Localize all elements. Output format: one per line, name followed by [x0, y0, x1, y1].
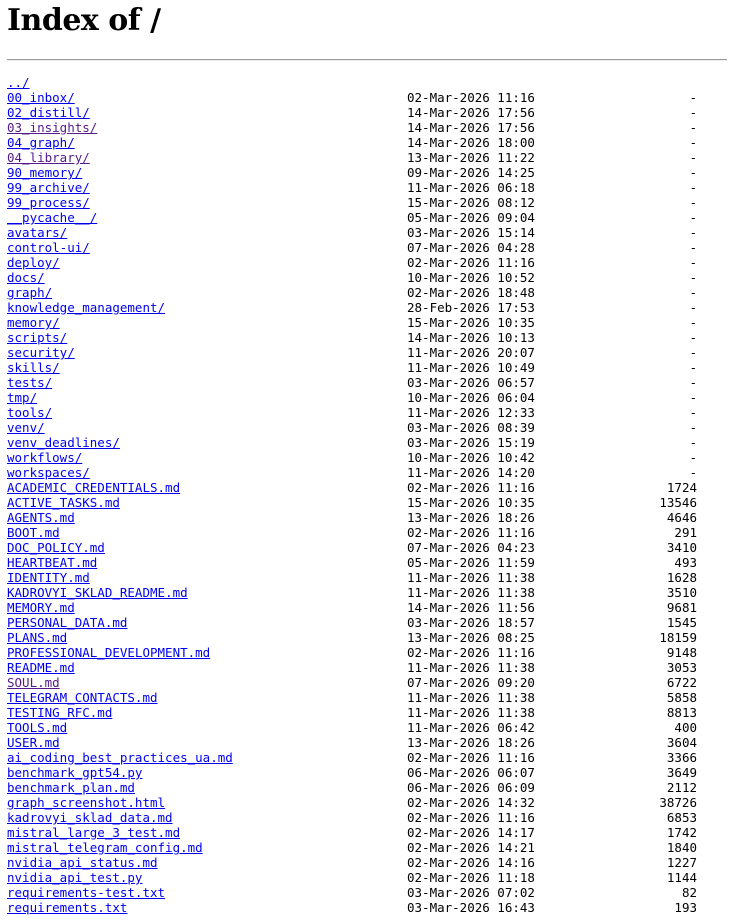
modified-date: 02-Mar-2026 11:16	[407, 645, 535, 660]
file-link[interactable]: README.md	[7, 660, 75, 675]
file-link[interactable]: graph_screenshot.html	[7, 795, 166, 810]
file-row	[7, 525, 697, 540]
file-row	[7, 615, 697, 630]
modified-date: 11-Mar-2026 10:49	[407, 360, 535, 375]
directory-row	[7, 375, 697, 390]
file-row	[7, 555, 697, 570]
directory-link[interactable]: skills/	[7, 360, 60, 375]
directory-row	[7, 345, 697, 360]
file-link[interactable]: AGENTS.md	[7, 510, 75, 525]
directory-row	[7, 390, 697, 405]
file-row	[7, 810, 697, 825]
file-row	[7, 480, 697, 495]
file-size: 193	[674, 900, 697, 915]
modified-date: 03-Mar-2026 15:19	[407, 435, 535, 450]
file-link[interactable]: PROFESSIONAL_DEVELOPMENT.md	[7, 645, 211, 660]
directory-link[interactable]: workspaces/	[7, 465, 90, 480]
modified-date: 05-Mar-2026 11:59	[407, 555, 535, 570]
file-link[interactable]: requirements-test.txt	[7, 885, 166, 900]
modified-date: 14-Mar-2026 11:56	[407, 600, 535, 615]
file-row	[7, 630, 697, 645]
modified-date: 10-Mar-2026 10:42	[407, 450, 535, 465]
file-row	[7, 540, 697, 555]
directory-link[interactable]: venv/	[7, 420, 45, 435]
modified-date: 02-Mar-2026 11:16	[407, 810, 535, 825]
file-size: 3053	[666, 660, 697, 675]
directory-link[interactable]: security/	[7, 345, 75, 360]
file-size: -	[689, 210, 697, 225]
directory-link[interactable]: knowledge_management/	[7, 300, 166, 315]
directory-link[interactable]: tmp/	[7, 390, 38, 405]
file-row	[7, 900, 697, 915]
modified-date: 13-Mar-2026 08:25	[407, 630, 535, 645]
modified-date: 13-Mar-2026 18:26	[407, 510, 535, 525]
file-size: -	[689, 255, 697, 270]
modified-date: 05-Mar-2026 09:04	[407, 210, 535, 225]
file-link[interactable]: nvidia_api_test.py	[7, 870, 143, 885]
file-row	[7, 645, 697, 660]
file-size: 9148	[666, 645, 697, 660]
modified-date: 02-Mar-2026 11:16	[407, 255, 535, 270]
directory-row	[7, 450, 697, 465]
directory-row	[7, 120, 697, 135]
file-link[interactable]: nvidia_api_status.md	[7, 855, 158, 870]
file-size: -	[689, 390, 697, 405]
directory-link[interactable]: 03_insights/	[7, 120, 98, 135]
file-row	[7, 765, 697, 780]
modified-date: 03-Mar-2026 07:02	[407, 885, 535, 900]
file-size: 1628	[666, 570, 697, 585]
file-row	[7, 750, 697, 765]
file-size: 1742	[666, 825, 697, 840]
file-size: 2112	[666, 780, 697, 795]
file-size: 13546	[659, 495, 697, 510]
file-size: 8813	[666, 705, 697, 720]
modified-date: 03-Mar-2026 08:39	[407, 420, 535, 435]
file-row	[7, 570, 697, 585]
file-size: -	[689, 165, 697, 180]
file-size: -	[689, 180, 697, 195]
directory-row	[7, 255, 697, 270]
modified-date: 02-Mar-2026 11:16	[407, 525, 535, 540]
modified-date: 11-Mar-2026 11:38	[407, 660, 535, 675]
directory-row	[7, 330, 697, 345]
directory-row	[7, 285, 697, 300]
modified-date: 03-Mar-2026 18:57	[407, 615, 535, 630]
file-link[interactable]: KADROVYI_SKLAD_README.md	[7, 585, 188, 600]
page-title: Index of /	[7, 3, 161, 38]
directory-row	[7, 225, 697, 240]
file-size: -	[689, 135, 697, 150]
modified-date: 14-Mar-2026 10:13	[407, 330, 535, 345]
file-size: 3366	[666, 750, 697, 765]
directory-link[interactable]: 02_distill/	[7, 105, 90, 120]
file-size: -	[689, 375, 697, 390]
directory-row	[7, 90, 697, 105]
modified-date: 11-Mar-2026 14:20	[407, 465, 535, 480]
directory-row	[7, 180, 697, 195]
directory-link[interactable]: 99_process/	[7, 195, 90, 210]
file-link[interactable]: mistral_telegram_config.md	[7, 840, 203, 855]
directory-link[interactable]: graph/	[7, 285, 53, 300]
file-size: 291	[674, 525, 697, 540]
modified-date: 11-Mar-2026 06:42	[407, 720, 535, 735]
file-row	[7, 855, 697, 870]
modified-date: 11-Mar-2026 06:18	[407, 180, 535, 195]
modified-date: 15-Mar-2026 08:12	[407, 195, 535, 210]
file-size: -	[689, 435, 697, 450]
file-row	[7, 825, 697, 840]
directory-row	[7, 165, 697, 180]
directory-row	[7, 315, 697, 330]
file-size: -	[689, 270, 697, 285]
file-size: -	[689, 150, 697, 165]
modified-date: 14-Mar-2026 18:00	[407, 135, 535, 150]
modified-date: 02-Mar-2026 14:16	[407, 855, 535, 870]
modified-date: 09-Mar-2026 14:25	[407, 165, 535, 180]
directory-link[interactable]: 99_archive/	[7, 180, 90, 195]
file-size: 1144	[666, 870, 697, 885]
directory-link[interactable]: deploy/	[7, 255, 60, 270]
file-listing	[7, 75, 697, 915]
file-row	[7, 795, 697, 810]
modified-date: 15-Mar-2026 10:35	[407, 495, 535, 510]
file-link[interactable]: DOC_POLICY.md	[7, 540, 105, 555]
modified-date: 11-Mar-2026 20:07	[407, 345, 535, 360]
file-size: -	[689, 420, 697, 435]
modified-date: 02-Mar-2026 14:17	[407, 825, 535, 840]
file-link[interactable]: requirements.txt	[7, 900, 128, 915]
file-size: -	[689, 300, 697, 315]
file-size: -	[689, 105, 697, 120]
file-link[interactable]: MEMORY.md	[7, 600, 75, 615]
file-row	[7, 585, 697, 600]
directory-row	[7, 210, 697, 225]
modified-date: 03-Mar-2026 15:14	[407, 225, 535, 240]
file-row	[7, 780, 697, 795]
directory-row	[7, 420, 697, 435]
modified-date: 14-Mar-2026 17:56	[407, 120, 535, 135]
file-size: 6853	[666, 810, 697, 825]
file-link[interactable]: ai_coding_best_practices_ua.md	[7, 750, 233, 765]
file-link[interactable]: IDENTITY.md	[7, 570, 90, 585]
file-link[interactable]: mistral_large_3_test.md	[7, 825, 181, 840]
file-link[interactable]: kadrovyi_sklad_data.md	[7, 810, 173, 825]
file-row	[7, 495, 697, 510]
modified-date: 13-Mar-2026 18:26	[407, 735, 535, 750]
file-link[interactable]: TELEGRAM_CONTACTS.md	[7, 690, 158, 705]
directory-row	[7, 465, 697, 480]
modified-date: 11-Mar-2026 11:38	[407, 585, 535, 600]
file-link[interactable]: ACADEMIC_CREDENTIALS.md	[7, 480, 181, 495]
directory-link[interactable]: avatars/	[7, 225, 68, 240]
file-size: 18159	[659, 630, 697, 645]
file-row	[7, 510, 697, 525]
file-size: -	[689, 240, 697, 255]
directory-link[interactable]: tests/	[7, 375, 53, 390]
directory-row	[7, 300, 697, 315]
file-size: -	[689, 405, 697, 420]
directory-link[interactable]: memory/	[7, 315, 60, 330]
directory-link[interactable]: workflows/	[7, 450, 83, 465]
directory-row	[7, 405, 697, 420]
directory-link[interactable]: __pycache__/	[7, 210, 98, 225]
file-link[interactable]: USER.md	[7, 735, 60, 750]
file-size: 38726	[659, 795, 697, 810]
modified-date: 28-Feb-2026 17:53	[407, 300, 535, 315]
file-size: 4646	[666, 510, 697, 525]
parent-directory-link[interactable]: ../	[7, 75, 30, 90]
divider	[7, 59, 727, 61]
parent-row	[7, 75, 697, 90]
file-size: -	[689, 465, 697, 480]
file-row	[7, 870, 697, 885]
file-size: 9681	[666, 600, 697, 615]
modified-date: 11-Mar-2026 12:33	[407, 405, 535, 420]
file-size: 1724	[666, 480, 697, 495]
file-link[interactable]: PERSONAL_DATA.md	[7, 615, 128, 630]
file-size: -	[689, 450, 697, 465]
file-link[interactable]: SOUL.md	[7, 675, 60, 690]
directory-row	[7, 150, 697, 165]
modified-date: 11-Mar-2026 11:38	[407, 705, 535, 720]
directory-row	[7, 270, 697, 285]
modified-date: 02-Mar-2026 14:21	[407, 840, 535, 855]
directory-link[interactable]: docs/	[7, 270, 45, 285]
directory-row	[7, 195, 697, 210]
modified-date: 02-Mar-2026 11:16	[407, 750, 535, 765]
file-size: 493	[674, 555, 697, 570]
file-link[interactable]: BOOT.md	[7, 525, 60, 540]
modified-date: 06-Mar-2026 06:09	[407, 780, 535, 795]
directory-link[interactable]: venv_deadlines/	[7, 435, 120, 450]
file-row	[7, 735, 697, 750]
modified-date: 07-Mar-2026 09:20	[407, 675, 535, 690]
file-link[interactable]: HEARTBEAT.md	[7, 555, 98, 570]
directory-link[interactable]: 04_library/	[7, 150, 90, 165]
file-row	[7, 720, 697, 735]
file-link[interactable]: benchmark_plan.md	[7, 780, 135, 795]
modified-date: 10-Mar-2026 10:52	[407, 270, 535, 285]
modified-date: 07-Mar-2026 04:28	[407, 240, 535, 255]
file-size: -	[689, 225, 697, 240]
modified-date: 10-Mar-2026 06:04	[407, 390, 535, 405]
modified-date: 06-Mar-2026 06:07	[407, 765, 535, 780]
directory-link[interactable]: 90_memory/	[7, 165, 83, 180]
file-size: -	[689, 360, 697, 375]
file-link[interactable]: PLANS.md	[7, 630, 68, 645]
file-row	[7, 840, 697, 855]
file-size: -	[689, 120, 697, 135]
file-size: 6722	[666, 675, 697, 690]
directory-row	[7, 435, 697, 450]
file-size: 82	[681, 885, 697, 900]
modified-date: 13-Mar-2026 11:22	[407, 150, 535, 165]
directory-link[interactable]: 00_inbox/	[7, 90, 75, 105]
directory-row	[7, 360, 697, 375]
file-size: -	[689, 330, 697, 345]
modified-date: 11-Mar-2026 11:38	[407, 570, 535, 585]
modified-date: 14-Mar-2026 17:56	[407, 105, 535, 120]
file-link[interactable]: TESTING_RFC.md	[7, 705, 113, 720]
file-size: -	[689, 90, 697, 105]
file-size: -	[689, 285, 697, 300]
directory-link[interactable]: scripts/	[7, 330, 68, 345]
modified-date: 02-Mar-2026 14:32	[407, 795, 535, 810]
file-size: 1545	[666, 615, 697, 630]
file-size: 3649	[666, 765, 697, 780]
file-size: -	[689, 195, 697, 210]
directory-link[interactable]: 04_graph/	[7, 135, 75, 150]
directory-link[interactable]: control-ui/	[7, 240, 90, 255]
file-size: 3604	[666, 735, 697, 750]
directory-row	[7, 135, 697, 150]
modified-date: 03-Mar-2026 16:43	[407, 900, 535, 915]
file-row	[7, 660, 697, 675]
directory-link[interactable]: tools/	[7, 405, 53, 420]
file-link[interactable]: TOOLS.md	[7, 720, 68, 735]
file-size: -	[689, 315, 697, 330]
file-size: 1227	[666, 855, 697, 870]
file-row	[7, 675, 697, 690]
file-size: 3510	[666, 585, 697, 600]
file-size: 5858	[666, 690, 697, 705]
modified-date: 02-Mar-2026 11:16	[407, 480, 535, 495]
file-size: 1840	[666, 840, 697, 855]
file-size: 400	[674, 720, 697, 735]
file-size: -	[689, 345, 697, 360]
file-link[interactable]: ACTIVE_TASKS.md	[7, 495, 120, 510]
modified-date: 03-Mar-2026 06:57	[407, 375, 535, 390]
modified-date: 11-Mar-2026 11:38	[407, 690, 535, 705]
modified-date: 02-Mar-2026 11:16	[407, 90, 535, 105]
file-row	[7, 690, 697, 705]
directory-row	[7, 240, 697, 255]
directory-row	[7, 105, 697, 120]
modified-date: 02-Mar-2026 11:18	[407, 870, 535, 885]
modified-date: 02-Mar-2026 18:48	[407, 285, 535, 300]
modified-date: 15-Mar-2026 10:35	[407, 315, 535, 330]
file-row	[7, 705, 697, 720]
modified-date: 07-Mar-2026 04:23	[407, 540, 535, 555]
file-row	[7, 885, 697, 900]
file-row	[7, 600, 697, 615]
file-link[interactable]: benchmark_gpt54.py	[7, 765, 143, 780]
file-size: 3410	[666, 540, 697, 555]
